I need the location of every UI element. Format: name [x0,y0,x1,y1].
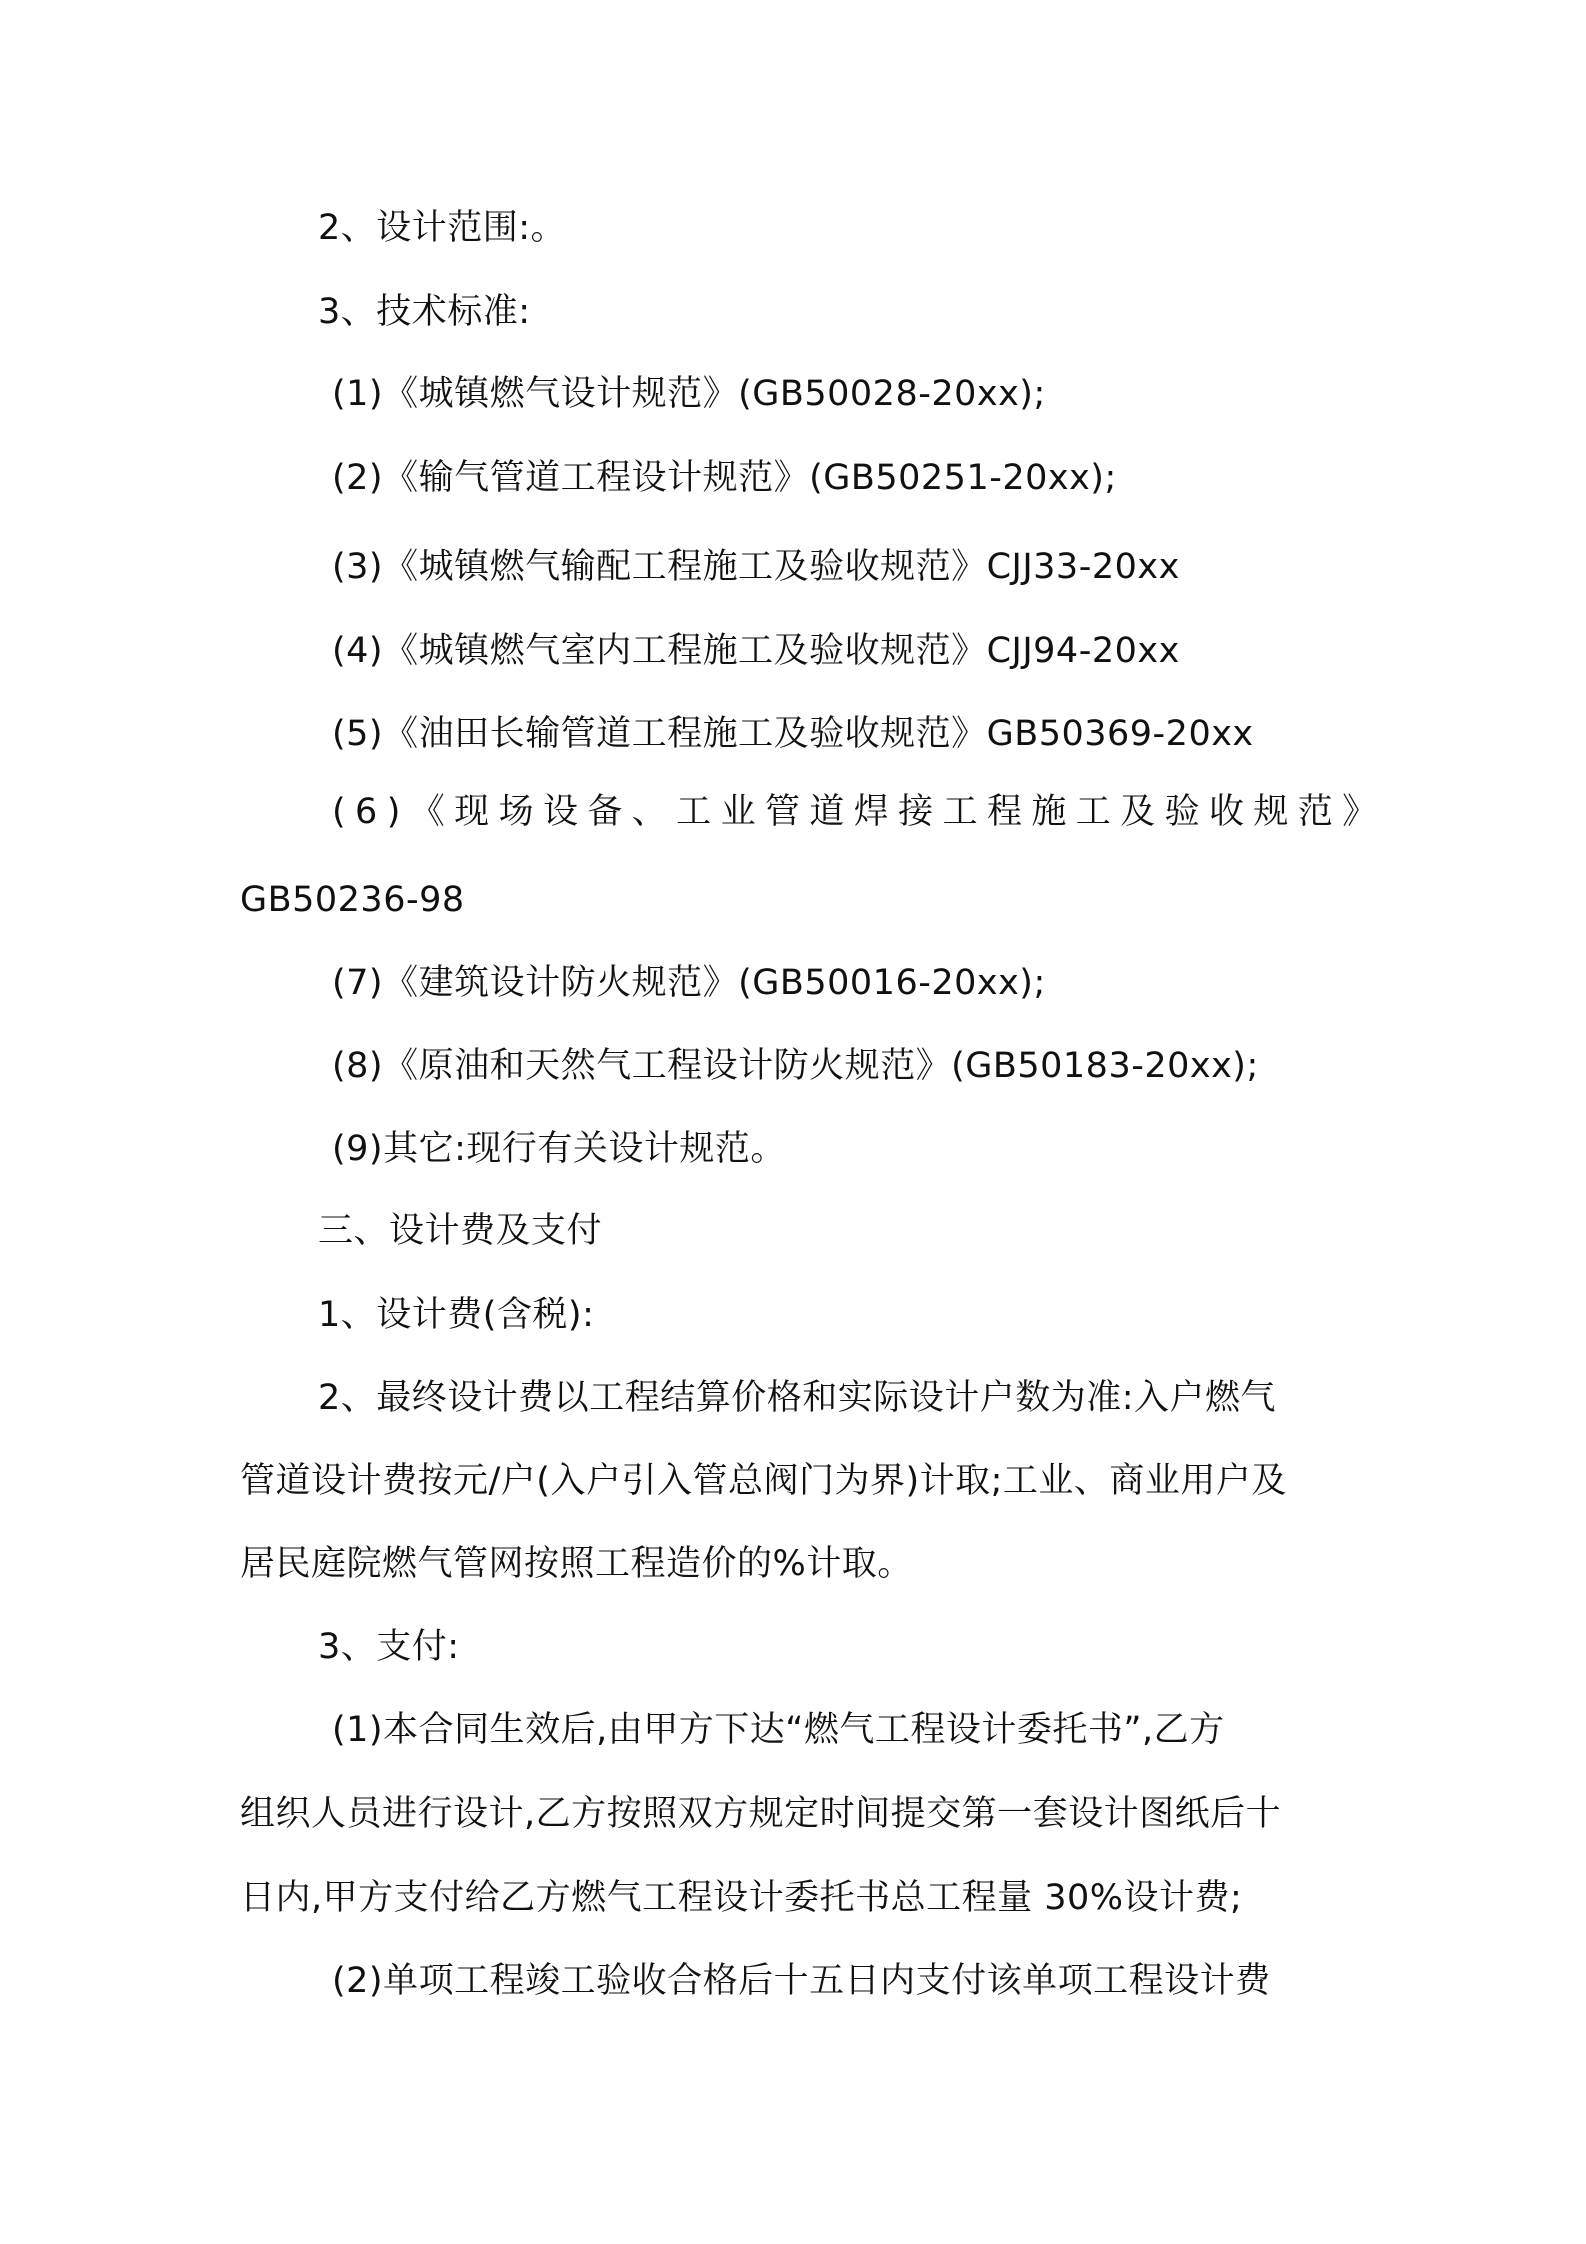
standard-item-6-code: GB50236-98 [240,880,465,920]
standard-item-4: (4)《城镇燃气室内工程施工及验收规范》CJJ94-20xx [332,631,1180,671]
payment-item-1-line-1: (1)本合同生效后,由甲方下达“燃气工程设计委托书”,乙方 [332,1710,1225,1750]
standard-item-5: (5)《油田长输管道工程施工及验收规范》GB50369-20xx [332,714,1254,754]
section-3-technical-standards: 3、技术标准: [318,292,531,332]
fee-item-2-line-2: 管道设计费按元/户(入户引入管总阀门为界)计取;工业、商业用户及 [240,1461,1287,1501]
payment-heading: 3、支付: [318,1627,460,1667]
fee-item-2-line-3: 居民庭院燃气管网按照工程造价的%计取。 [240,1544,913,1584]
standard-item-3: (3)《城镇燃气输配工程施工及验收规范》CJJ33-20xx [332,547,1180,587]
standard-item-8: (8)《原油和天然气工程设计防火规范》(GB50183-20xx); [332,1046,1259,1086]
standard-item-2: (2)《输气管道工程设计规范》(GB50251-20xx); [332,458,1117,498]
standard-item-7: (7)《建筑设计防火规范》(GB50016-20xx); [332,963,1046,1003]
standard-item-9: (9)其它:现行有关设计规范。 [332,1129,786,1169]
fee-item-1: 1、设计费(含税): [318,1295,595,1335]
standard-item-6: (6)《现场设备、工业管道焊接工程施工及验收规范》 [332,792,1387,832]
chapter-3-heading: 三、设计费及支付 [318,1211,603,1251]
section-2-design-scope: 2、设计范围:。 [318,208,567,248]
payment-item-2: (2)单项工程竣工验收合格后十五日内支付该单项工程设计费 [332,1961,1271,2001]
payment-item-1-line-3: 日内,甲方支付给乙方燃气工程设计委托书总工程量 30%设计费; [240,1878,1243,1918]
payment-item-1-line-2: 组织人员进行设计,乙方按照双方规定时间提交第一套设计图纸后十 [240,1794,1282,1834]
fee-item-2-line-1: 2、最终设计费以工程结算价格和实际设计户数为准:入户燃气 [318,1378,1277,1418]
standard-item-1: (1)《城镇燃气设计规范》(GB50028-20xx); [332,374,1046,414]
